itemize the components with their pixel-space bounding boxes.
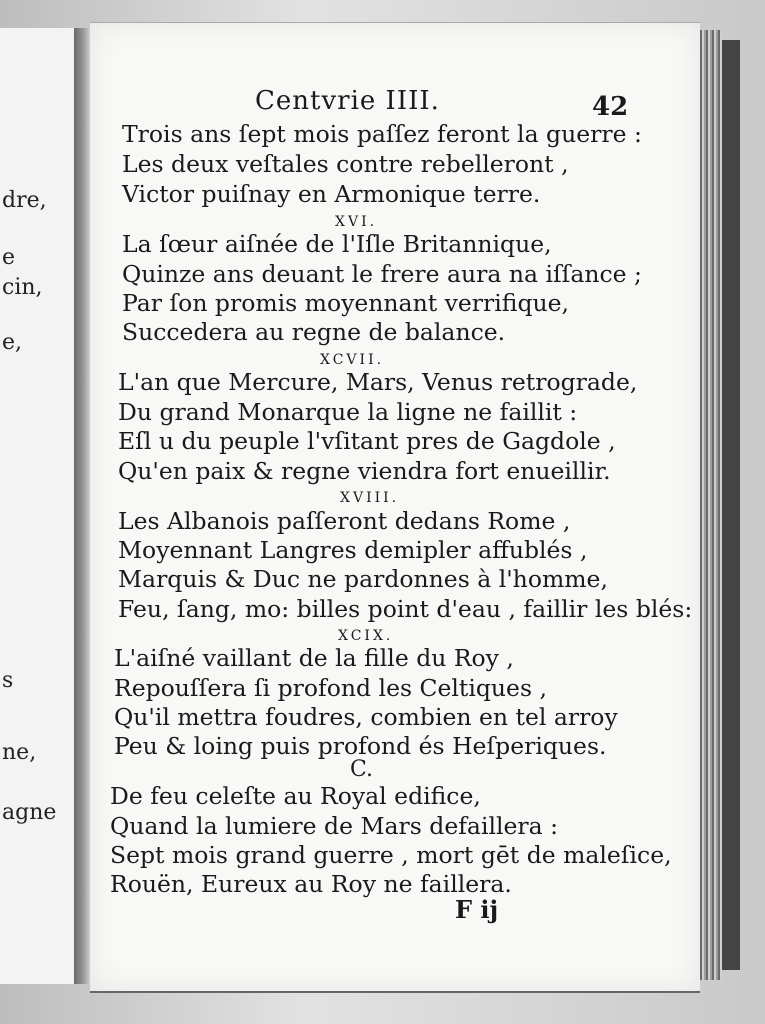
left-page-fragment: cin,: [2, 275, 43, 300]
verse-line: La ſœur aiſnée de l'Iſle Britannique,: [122, 230, 552, 258]
page-edges: [700, 30, 722, 980]
verse-line: Moyennant Langres demipler affublés ,: [118, 536, 588, 564]
folio-number: 42: [592, 92, 629, 122]
left-page-fragment: dre,: [2, 188, 47, 213]
verse-line: L'aiſné vaillant de la fille du Roy ,: [114, 644, 514, 672]
verse-line: De feu celeſte au Royal edifice,: [110, 782, 481, 810]
left-page-fragment: s: [2, 668, 14, 693]
verse-line: Du grand Monarque la ligne ne faillit :: [118, 398, 578, 426]
verse-line: Peu & loing puis profond és Heſperiques.: [114, 732, 607, 760]
verse-line: Feu, ſang, mo: billes point d'eau , faillir les blés:: [118, 595, 693, 623]
left-page-fragment: e,: [2, 330, 23, 355]
verse-line: Qu'il mettra foudres, combien en tel arroy: [114, 703, 618, 731]
verse-line: Victor puiſnay en Armonique terre.: [122, 180, 541, 208]
quatrain-numeral: XVI.: [335, 214, 378, 230]
verse-line: Les Albanois paſſeront dedans Rome ,: [118, 507, 571, 535]
left-page-fragment: ne,: [2, 740, 37, 765]
verse-line: Marquis & Duc ne pardonnes à l'homme,: [118, 565, 608, 593]
left-page: [0, 28, 81, 984]
quatrain-numeral: XCVII.: [320, 352, 385, 368]
verse-line: Eſl u du peuple l'vſitant pres de Gagdole ,: [118, 427, 616, 455]
left-page-fragment: e: [2, 245, 16, 270]
book-gutter: [74, 28, 90, 984]
book-cover-edge: [722, 40, 740, 970]
quatrain-numeral: XVIII.: [340, 490, 400, 506]
signature-mark: F ij: [455, 895, 499, 924]
quatrain-numeral: XCIX.: [338, 628, 394, 644]
verse-line: Les deux veſtales contre rebelleront ,: [122, 150, 569, 178]
running-title: Centvrie IIII.: [255, 86, 440, 116]
left-page-fragment: agne: [2, 800, 57, 825]
quatrain-numeral: C.: [350, 757, 374, 782]
verse-line: Sept mois grand guerre , mort gēt de maleſice,: [110, 841, 672, 869]
verse-line: L'an que Mercure, Mars, Venus retrograde,: [118, 368, 638, 396]
verse-line: Quand la lumiere de Mars defaillera :: [110, 812, 559, 840]
verse-line: Succedera au regne de balance.: [122, 318, 506, 346]
verse-line: Quinze ans deuant le frere aura na iſſance ;: [122, 260, 642, 288]
verse-line: Repouſſera ſi profond les Celtiques ,: [114, 674, 547, 702]
verse-line: Qu'en paix & regne viendra fort enueillir.: [118, 457, 611, 485]
verse-line: Par ſon promis moyennant verrifique,: [122, 289, 570, 317]
verse-line: Rouën, Eureux au Roy ne faillera.: [110, 870, 512, 898]
verse-line: Trois ans ſept mois paſſez feront la guerre :: [122, 120, 642, 148]
